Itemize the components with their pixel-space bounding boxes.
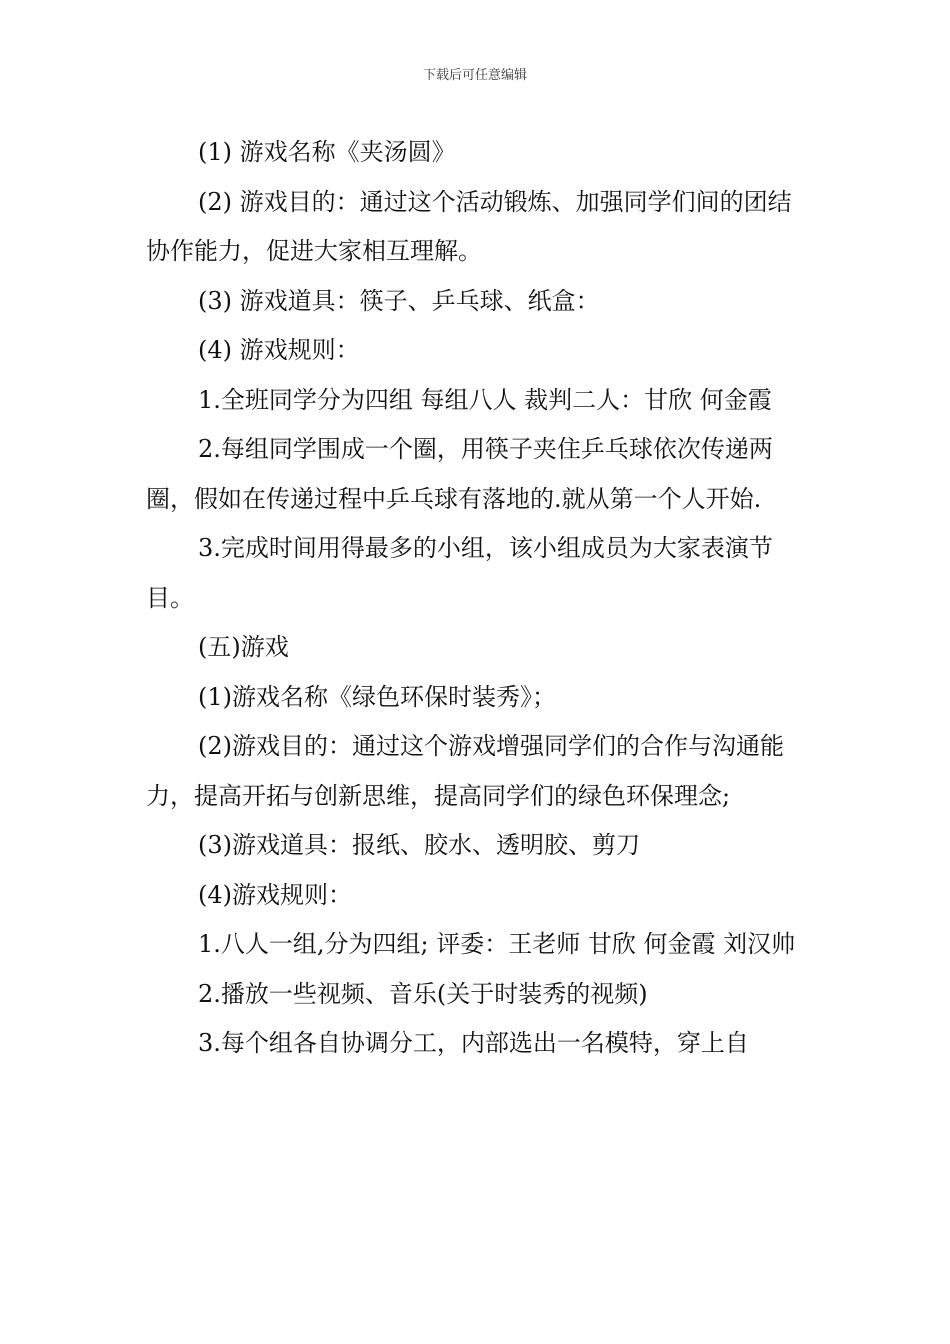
paragraph: (4) 游戏规则： bbox=[198, 336, 360, 364]
paragraph: 3.完成时间用得最多的小组，该小组成员为大家表演节目。 bbox=[146, 534, 773, 612]
paragraph: (3) 游戏道具：筷子、乒乓球、纸盒： bbox=[198, 286, 600, 315]
paragraph: (1) 游戏名称《夹汤圆》 bbox=[198, 138, 456, 166]
paragraph: 2.每组同学围成一个圈，用筷子夹住乒乓球依次传递两圈，假如在传递过程中乒乓球有落地的.就从第一个人开始. bbox=[146, 435, 773, 513]
section-heading: (五)游戏 bbox=[198, 633, 289, 661]
paragraph: (2) 游戏目的：通过这个活动锻炼、加强同学们间的团结协作能力，促进大家相互理解。 bbox=[146, 187, 792, 265]
paragraph: 1.八人一组,分为四组; 评委：王老师 甘欣 何金霞 刘汉帅 bbox=[198, 930, 796, 958]
page-header: 下载后可任意编辑 bbox=[422, 68, 527, 83]
paragraph: 2.播放一些视频、音乐(关于时装秀的视频) bbox=[198, 979, 648, 1008]
document-body bbox=[146, 128, 806, 1069]
paragraph: 3.每个组各自协调分工，内部选出一名模特，穿上自 bbox=[198, 1029, 749, 1057]
paragraph: (3)游戏道具：报纸、胶水、透明胶、剪刀 bbox=[198, 831, 640, 859]
paragraph: (2)游戏目的：通过这个游戏增强同学们的合作与沟通能力，提高开拓与创新思维，提高同学们的绿色环保理念; bbox=[146, 732, 784, 810]
paragraph: (1)游戏名称《绿色环保时装秀》； bbox=[198, 682, 556, 711]
paragraph: (4)游戏规则： bbox=[198, 880, 352, 909]
paragraph: 1.全班同学分为四组 每组八人 裁判二人：甘欣 何金霞 bbox=[198, 385, 772, 414]
